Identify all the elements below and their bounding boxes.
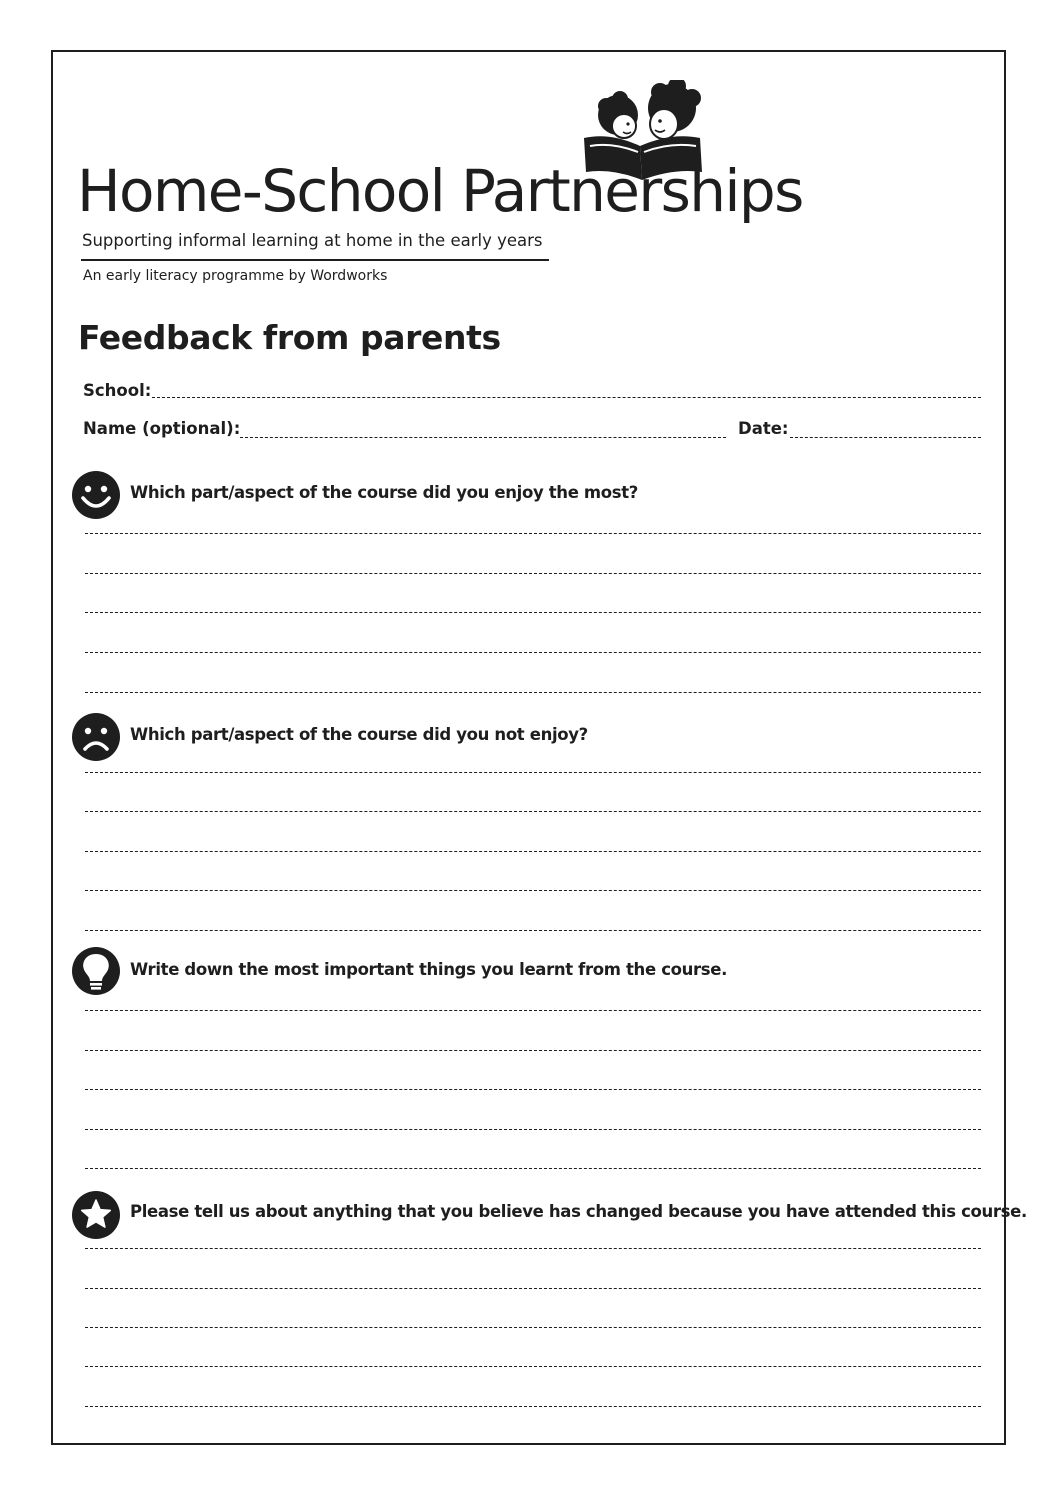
lightbulb-icon [71, 946, 121, 996]
star-icon [71, 1190, 121, 1240]
smiley-face-icon [71, 470, 121, 520]
answer-line[interactable] [85, 1129, 981, 1130]
question-3-text: Write down the most important things you learnt from the course. [130, 960, 728, 979]
answer-line[interactable] [85, 1010, 981, 1011]
answer-line[interactable] [85, 930, 981, 931]
name-field[interactable] [240, 437, 726, 438]
sad-face-icon [71, 712, 121, 762]
question-4-text: Please tell us about anything that you believe has changed because you have attended this course. [130, 1202, 1027, 1221]
answer-line[interactable] [85, 652, 981, 653]
date-label: Date: [738, 419, 789, 438]
school-field[interactable] [152, 397, 981, 398]
answer-line[interactable] [85, 1366, 981, 1367]
answer-line[interactable] [85, 1248, 981, 1249]
answer-line[interactable] [85, 1050, 981, 1051]
page-title: Home-School Partnerships [77, 157, 803, 225]
answer-line[interactable] [85, 612, 981, 613]
answer-line[interactable] [85, 1168, 981, 1169]
header-divider [81, 259, 549, 261]
answer-line[interactable] [85, 692, 981, 693]
answer-line[interactable] [85, 1406, 981, 1407]
tagline: Supporting informal learning at home in the early years [82, 231, 543, 250]
answer-line[interactable] [85, 851, 981, 852]
answer-line[interactable] [85, 811, 981, 812]
school-label: School: [83, 381, 152, 400]
answer-line[interactable] [85, 890, 981, 891]
question-1-text: Which part/aspect of the course did you enjoy the most? [130, 483, 638, 502]
answer-line[interactable] [85, 1327, 981, 1328]
answer-line[interactable] [85, 772, 981, 773]
date-field[interactable] [790, 437, 981, 438]
answer-line[interactable] [85, 1089, 981, 1090]
question-2-text: Which part/aspect of the course did you not enjoy? [130, 725, 588, 744]
byline: An early literacy programme by Wordworks [83, 268, 388, 284]
name-label: Name (optional): [83, 419, 241, 438]
answer-line[interactable] [85, 1288, 981, 1289]
answer-line[interactable] [85, 573, 981, 574]
form-heading: Feedback from parents [78, 318, 501, 357]
answer-line[interactable] [85, 533, 981, 534]
